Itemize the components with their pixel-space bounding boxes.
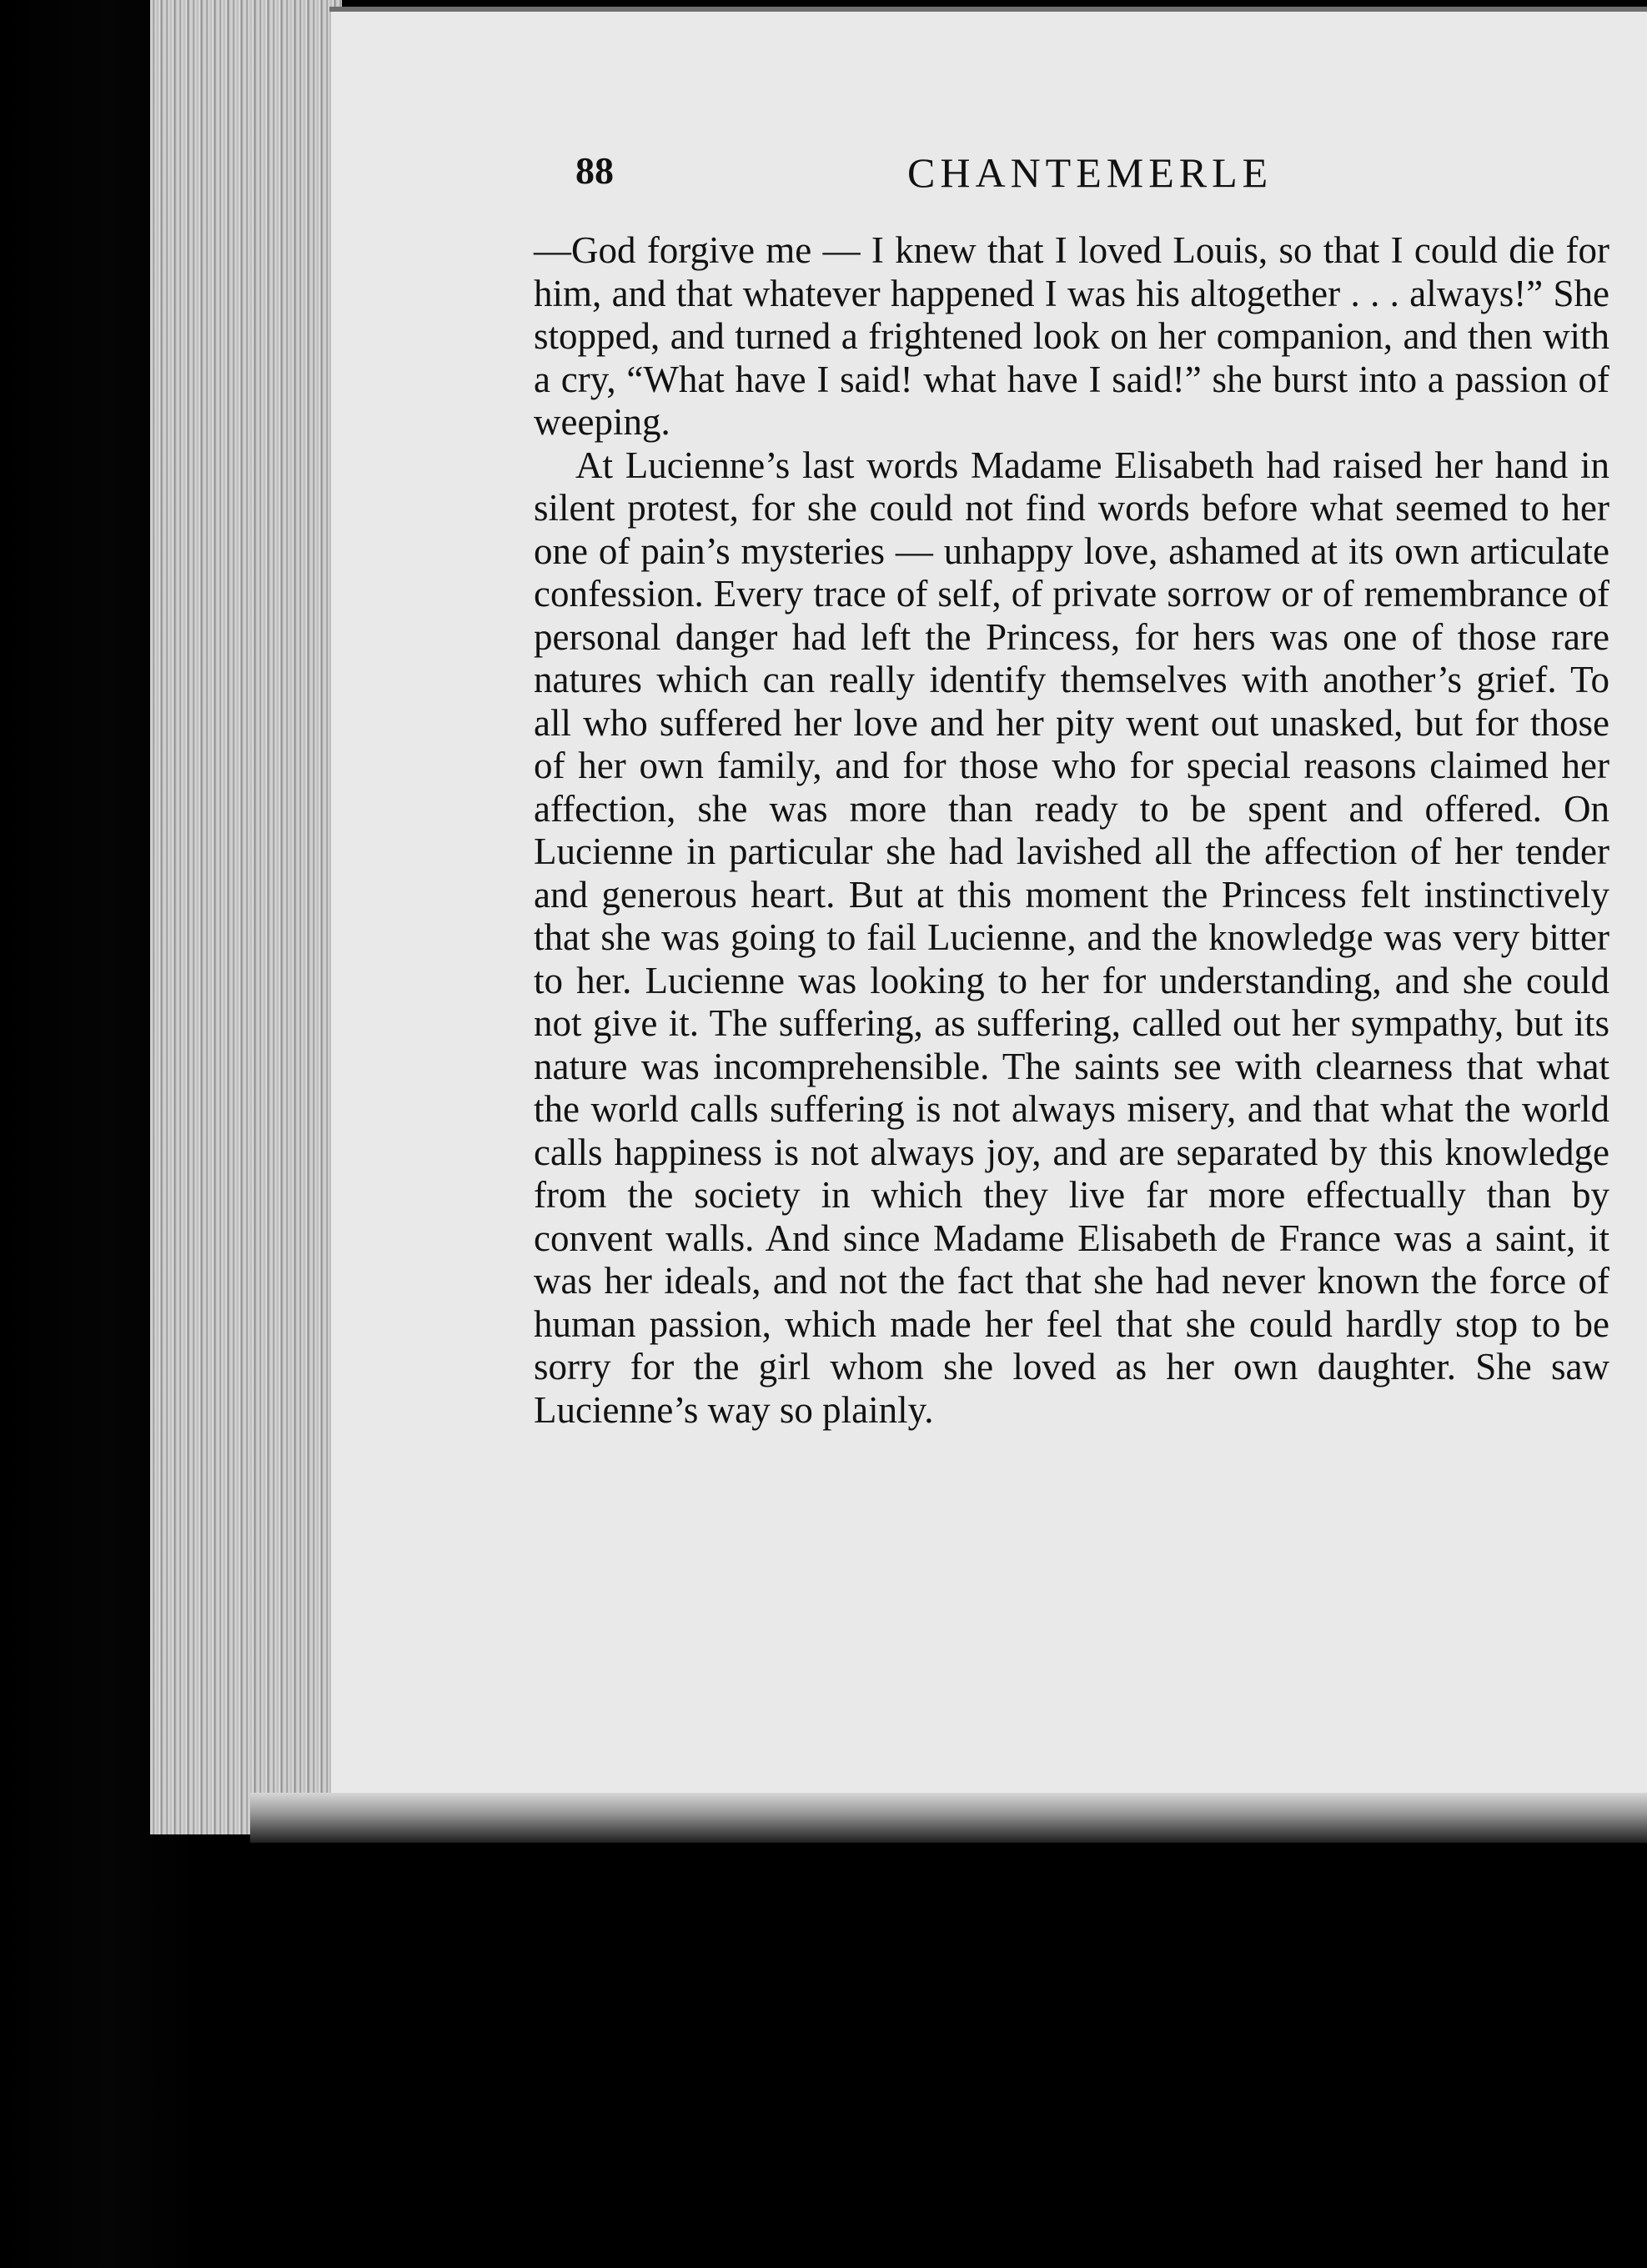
running-head: [575, 148, 1618, 215]
page-bottom-edge: [250, 1793, 1647, 1843]
running-title: CHANTEMERLE: [907, 149, 1273, 196]
page-edges-stack: [150, 0, 342, 1834]
body-text: [534, 229, 1609, 1432]
paragraph-2: At Lucienne’s last words Madame Elisabeth had raised her hand in silent protest, for she could not find words before what seemed to her one of pain’s mysteries — unhappy love, ashamed at its own articulate confession. Every trace of self, of private sorrow or of remembrance of personal danger had left the Princess, for hers was one of those rare natures which can really identify themselves with another’s grief. To all who suffered her love and her pity went out unasked, but for those of her own family, and for those who for special reasons claimed her affection, she was more than ready to be spent and offered. On Lucienne in particular she had lavished all the affection of her tender and generous heart. But at this moment the Princess felt instinctively that she was going to fail Lucienne, and the knowledge was very bitter to her. Lucienne was looking to her for understanding, and she could not give it. The suffering, as suffering, called out her sympathy, but its nature was incomprehensible. The saints see with clearness that what the world calls suffering is not always misery, and that what the world calls happiness is not always joy, and are separated by this knowledge from the society in which they live far more effectually than by convent walls. And since Madame Elisabeth de France was a saint, it was her ideals, and not the fact that she had never known the force of human passion, which made her feel that she could hardly stop to be sorry for the girl whom she loved as her own daughter. She saw Lucienne’s way so plainly.: [534, 444, 1609, 1431]
page-number: 88: [575, 149, 614, 192]
page-top-edge: [329, 7, 1647, 12]
paragraph-1: —God forgive me — I knew that I loved Louis, so that I could die for him, and that whatever happened I was his altogether . . . always!” She stopped, and turned a frightened look on her companion, and then with a cry, “What have I said! what have I said!” she burst into a passion of weeping.: [534, 229, 1609, 443]
